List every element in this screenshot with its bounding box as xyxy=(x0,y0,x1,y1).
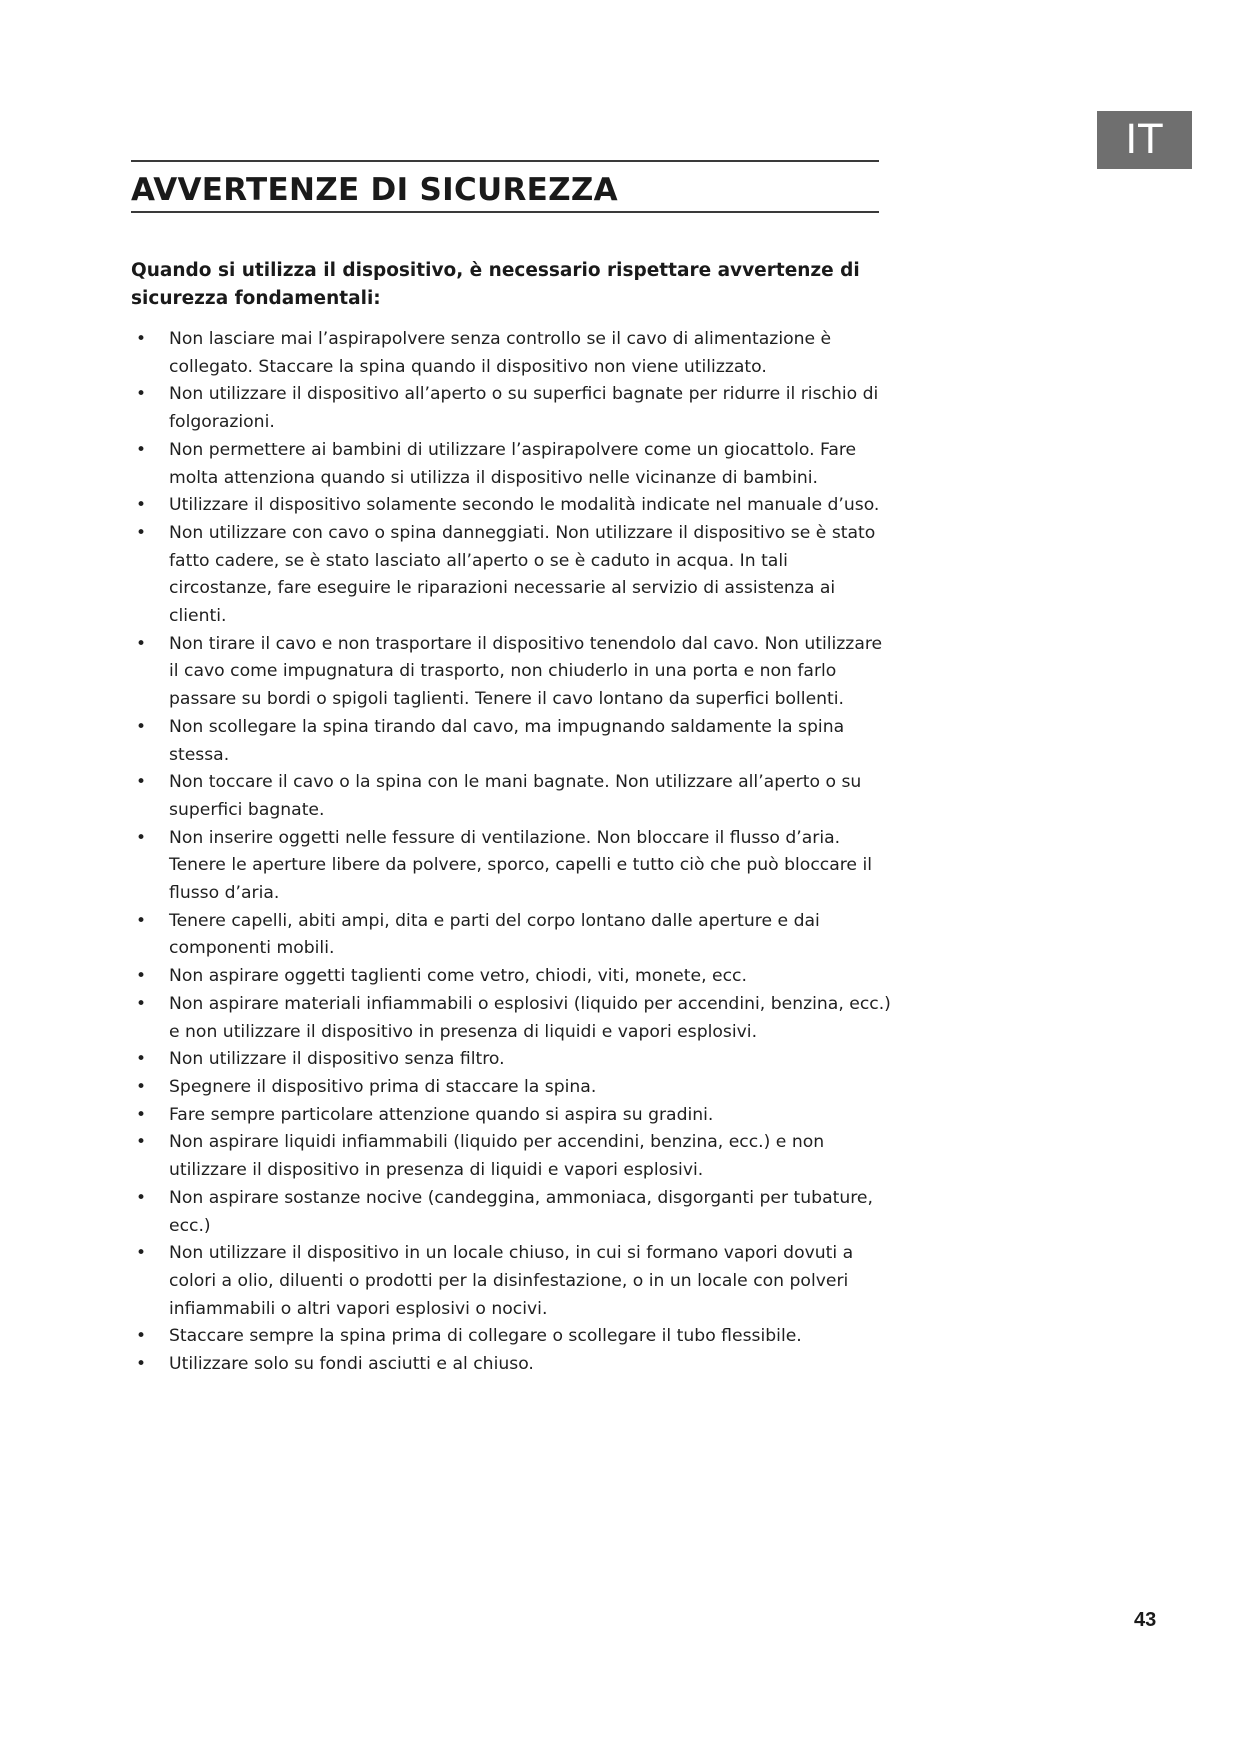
list-item xyxy=(131,520,891,631)
bullet-icon: • xyxy=(136,716,147,737)
list-item-text: Non tirare il cavo e non trasportare il dispositivo tenendolo dal cavo. Non utilizzare il cavo come impugnatura di trasporto, non chiuderlo in una porta e non farlo passare su bordi o spigoli taglienti. Tenere il cavo lontano da superfici bollenti. xyxy=(169,633,883,710)
bullet-icon: • xyxy=(136,1326,147,1347)
page-title: AVVERTENZE DI SICUREZZA xyxy=(131,172,618,208)
bullet-icon: • xyxy=(136,1243,147,1264)
list-item-text: Utilizzare il dispositivo solamente secondo le modalità indicate nel manuale d’uso. xyxy=(169,495,880,516)
bullet-icon: • xyxy=(136,1049,147,1070)
bullet-icon: • xyxy=(136,1076,147,1097)
list-item xyxy=(131,1240,891,1323)
list-item-text: Non toccare il cavo o la spina con le mani bagnate. Non utilizzare all’aperto o su superfici bagnate. xyxy=(169,772,862,820)
list-item-text: Non utilizzare con cavo o spina danneggiati. Non utilizzare il dispositivo se è stato fatto cadere, se è stato lasciato all’aperto o se è caduto in acqua. In tali circostanze, fare eseguire le riparazioni necessarie al servizio di assistenza ai clienti. xyxy=(169,522,876,627)
list-item-text: Non aspirare oggetti taglienti come vetro, chiodi, viti, monete, ecc. xyxy=(169,966,747,987)
list-item-text: Utilizzare solo su fondi asciutti e al chiuso. xyxy=(169,1354,534,1375)
list-item xyxy=(131,1046,891,1074)
bullet-icon: • xyxy=(136,1132,147,1153)
list-item xyxy=(131,1323,891,1351)
bullet-icon: • xyxy=(136,966,147,987)
list-item-text: Non utilizzare il dispositivo in un locale chiuso, in cui si formano vapori dovuti a colori a olio, diluenti o prodotti per la disinfestazione, o in un locale con polveri infiammabili o altri vapori esplosivi o nocivi. xyxy=(169,1243,854,1319)
intro-text: Quando si utilizza il dispositivo, è necessario rispettare avvertenze di sicurezza fondamentali: xyxy=(131,260,860,309)
list-item-text: Non permettere ai bambini di utilizzare l’aspirapolvere come un giocattolo. Fare molta attenziona quando si utilizza il dispositivo nelle vicinanze di bambini. xyxy=(169,439,857,488)
list-item xyxy=(131,908,891,963)
list-item xyxy=(131,437,891,492)
bullet-icon: • xyxy=(136,495,147,516)
list-item-text: Fare sempre particolare attenzione quando si aspira su gradini. xyxy=(169,1104,714,1125)
bullet-icon: • xyxy=(136,827,147,848)
list-item xyxy=(131,1074,891,1102)
bullet-icon: • xyxy=(136,772,147,793)
list-item-text: Non aspirare liquidi infiammabili (liquido per accendini, benzina, ecc.) e non utilizzare il dispositivo in presenza di liquidi e vapori esplosivi. xyxy=(169,1132,825,1181)
title-rule-top xyxy=(131,160,879,162)
list-item-text: Non inserire oggetti nelle fessure di ventilazione. Non bloccare il flusso d’aria. Tenere le aperture libere da polvere, sporco, capelli e tutto ciò che può bloccare il flusso d’aria. xyxy=(169,827,873,904)
list-item-text: Non lasciare mai l’aspirapolvere senza controllo se il cavo di alimentazione è collegato. Staccare la spina quando il dispositivo non viene utilizzato. xyxy=(169,329,832,377)
bullet-icon: • xyxy=(136,522,147,543)
title-rule-bottom xyxy=(131,211,879,213)
list-item xyxy=(131,631,891,714)
list-item-text: Non scollegare la spina tirando dal cavo, ma impugnando saldamente la spina stessa. xyxy=(169,716,845,765)
bullet-icon: • xyxy=(136,384,147,405)
list-item xyxy=(131,991,891,1046)
list-item xyxy=(131,714,891,769)
list-item-text: Non aspirare materiali infiammabili o esplosivi (liquido per accendini, benzina, ecc.) e non utilizzare il dispositivo in presenza di liquidi e vapori esplosivi. xyxy=(169,993,891,1042)
list-item xyxy=(131,1102,891,1130)
list-item xyxy=(131,1129,891,1184)
list-item xyxy=(131,825,891,908)
list-item-text: Non utilizzare il dispositivo senza filtro. xyxy=(169,1049,505,1070)
bullet-icon: • xyxy=(136,910,147,931)
bullet-icon: • xyxy=(136,1104,147,1125)
list-item xyxy=(131,1351,891,1379)
list-item-text: Non utilizzare il dispositivo all’aperto o su superfici bagnate per ridurre il rischio di folgorazioni. xyxy=(169,384,879,433)
list-item xyxy=(131,492,891,520)
bullet-icon: • xyxy=(136,1354,147,1375)
list-item-text: Spegnere il dispositivo prima di staccare la spina. xyxy=(169,1076,597,1097)
list-item-text: Staccare sempre la spina prima di collegare o scollegare il tubo flessibile. xyxy=(169,1326,802,1347)
bullet-icon: • xyxy=(136,1187,147,1208)
list-item xyxy=(131,769,891,824)
list-item-text: Tenere capelli, abiti ampi, dita e parti del corpo lontano dalle aperture e dai componenti mobili. xyxy=(169,910,820,959)
list-item xyxy=(131,326,891,381)
list-item-text: Non aspirare sostanze nocive (candeggina, ammoniaca, disgorganti per tubature, ecc.) xyxy=(169,1187,873,1236)
page-number: 43 xyxy=(1134,1609,1157,1631)
list-item xyxy=(131,381,891,436)
bullet-icon: • xyxy=(136,329,147,349)
list-item xyxy=(131,1185,891,1240)
warnings-list xyxy=(131,326,891,1379)
bullet-icon: • xyxy=(136,439,147,460)
language-tab: IT xyxy=(1097,111,1192,169)
bullet-icon: • xyxy=(136,633,147,654)
bullet-icon: • xyxy=(136,993,147,1014)
list-item xyxy=(131,963,891,991)
